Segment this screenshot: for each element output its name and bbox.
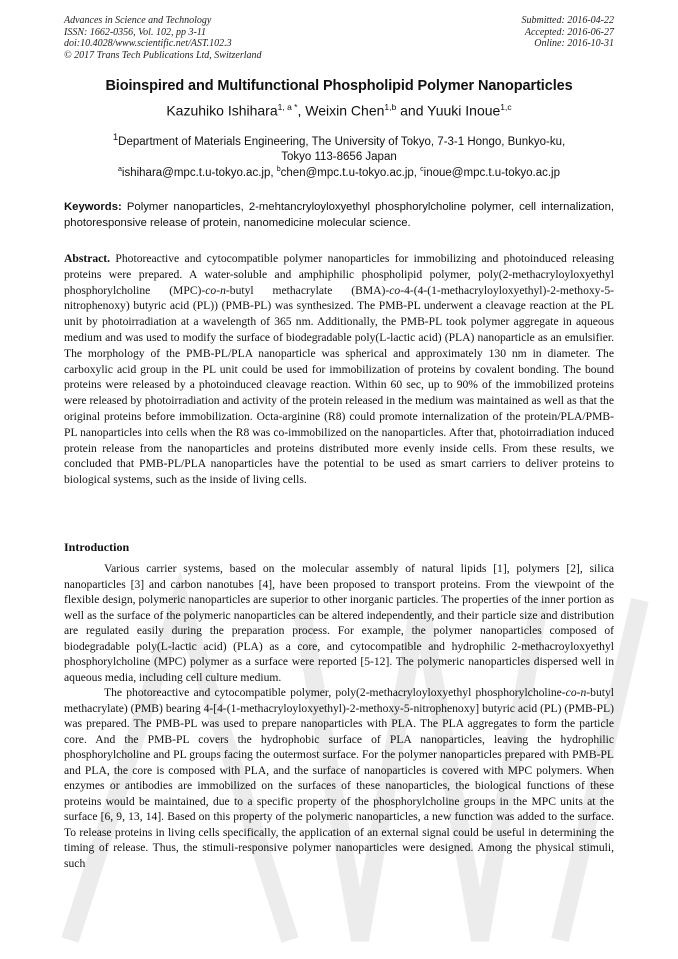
- intro-paragraph: [64, 685, 614, 871]
- affiliation-line: [64, 130, 614, 150]
- author-list: [40, 102, 638, 119]
- abstract-text: -butyl methacrylate (BMA)-: [225, 283, 390, 297]
- abstract-block: [64, 251, 614, 488]
- author-name: Kazuhiko Ishihara: [166, 102, 278, 119]
- paper-title: Bioinspired and Multifunctional Phospholipid Polymer Nanoparticles: [105, 78, 573, 94]
- intro-text: The photoreactive and cytocompatible polymer, poly(2-methacryloyloxyethyl phosphorylcholine-: [104, 686, 566, 699]
- journal-info: [64, 15, 262, 61]
- author-superscript: 1,b: [384, 102, 397, 112]
- abstract-italic: co: [205, 283, 217, 297]
- author-superscript: 1, a *: [277, 102, 298, 112]
- journal-name: Advances in Science and Technology: [64, 15, 212, 26]
- author-superscript: 1,c: [500, 102, 512, 112]
- email-superscript: b: [276, 166, 281, 173]
- section-heading-introduction: Introduction: [64, 540, 130, 554]
- email-link[interactable]: ishihara@mpc.t.u-tokyo.ac.jp: [121, 166, 271, 179]
- email-list: [64, 166, 614, 179]
- online-date: Online: 2016-10-31: [534, 38, 614, 49]
- affiliation: [64, 130, 614, 166]
- email-separator: ,: [413, 166, 421, 179]
- intro-italic: co: [565, 686, 577, 699]
- affiliation-line: Tokyo 113-8656 Japan: [281, 151, 397, 164]
- intro-text: -butyl methacrylate) (PMB) bearing 4-[4-(1-methacryloyloxyethyl)-2-methoxy-5-nitrophenoxy] butyric acid (PL) (PMB-PL) was prepared. The PMB-PL was used to prepare nanoparticles with PLA. The PLA aggregates to form the particle core. And the PMB-PL covers the hydrophobic surface of PLA nanoparticles, leaving the hydrophilic phosphorylcholine and PL groups facing the outermost surface. For the polymer nanoparticles prepared with PMB-PL and PLA, the core is composed with PLA, and the surface of nanoparticles is covered with MPC polymers. When enzymes or antibodies are immobilized on the surfaces of these nanoparticles, the biological functions of these proteins would be maintained, due to a specific property of the phosphorylcholine groups in the MPC units at the surface [6, 9, 13, 14]. Based on this property of the polymeric nanoparticles, a new function was added to the surface. To release proteins in living cells specifically, the application of an external signal could be useful in determining the timing of release. Thus, the stimuli-responsive polymer nanoparticles were designed. Among the physical stimuli, such: [64, 686, 614, 870]
- keywords-block: [64, 200, 614, 231]
- author-separator: ,: [297, 102, 306, 119]
- doi-line[interactable]: doi:10.4028/www.scientific.net/AST.102.3: [64, 38, 232, 49]
- issn-line: ISSN: 1662-0356, Vol. 102, pp 3-11: [64, 26, 207, 38]
- copyright-line: © 2017 Trans Tech Publications Ltd, Switzerland: [64, 49, 262, 61]
- intro-text: -: [576, 686, 581, 699]
- abstract-label: Abstract.: [64, 252, 111, 265]
- email-link[interactable]: chen@mpc.t.u-tokyo.ac.jp: [280, 166, 414, 179]
- affiliation-text: Department of Materials Engineering, The University of Tokyo, 7-3-1 Hongo, Bunkyo-ku,: [118, 135, 566, 148]
- accepted-date: Accepted: 2016-06-27: [524, 26, 614, 38]
- introduction-body: [64, 561, 614, 871]
- email-superscript: a: [117, 166, 122, 173]
- author-name: Weixin Chen: [305, 102, 385, 119]
- email-superscript: c: [420, 166, 424, 173]
- author-name: Yuuki Inoue: [427, 102, 501, 119]
- abstract-text: -: [216, 283, 221, 297]
- intro-paragraph: Various carrier systems, based on the molecular assembly of natural lipids [1], polymers [2], silica nanoparticles [3] and carbon nanotubes [4], have been proposed to transport proteins. From the viewpoint of the flexible design, polymeric nanoparticles are superior to other inorganic particles. The properties of the inner portion as well as the surface of the polymeric nanoparticles can be altered independently, and their particle size and distribution are regulated easily during the preparation process. For example, the polymer nanoparticles composed of biodegradable poly(L-lactic acid) (PLA) as a core, and cytocompatible and hydrophilic 2-methacroyloxyethyl phosphorylcholine (MPC) polymer as a surface were reported [5-12]. The polymeric nanoparticles dispersed well in aqueous media, including cell culture medium.: [64, 562, 614, 684]
- publication-dates: [522, 15, 615, 50]
- author-separator: and: [396, 102, 428, 119]
- keywords-text: Polymer nanoparticles, 2-mehtancryloyloxyethyl phosphorylcholine polymer, cell internalization, photoresponsive release of protein, nanomedicine molecular science.: [64, 201, 614, 229]
- email-separator: ,: [270, 166, 277, 179]
- intro-italic: n: [580, 686, 587, 699]
- abstract-text: Photoreactive and cytocompatible polymer nanoparticles for immobilizing and photoinduced releasing proteins were prepared. A water-soluble and amphiphilic phospholipid polymer, poly(2-methacryloyloxyethyl phosphorylcholine (MPC)-: [64, 252, 614, 297]
- email-link[interactable]: inoue@mpc.t.u-tokyo.ac.jp: [423, 166, 560, 179]
- affiliation-superscript: 1: [112, 132, 119, 143]
- abstract-italic: co: [389, 283, 401, 297]
- abstract-italic: n: [220, 283, 226, 297]
- keywords-label: Keywords:: [64, 201, 122, 213]
- abstract-text: -4-(4-(1-methacryloyloxyethyl)-2-methoxy-5-nitrophenoxy) butyric acid (PL)) (PMB-PL) was synthesized. The PMB-PL underwent a cleavage reaction at the PL unit by photoirradiation at a wavelength of 365 nm. Additionally, the PMB-PL took polymer aggregate in aqueous medium and was used to modify the surface of biodegradable poly(L-lactic acid) (PLA) nanoparticle as an emulsifier. The morphology of the PMB-PL/PLA nanoparticle was spherical and approximately 130 nm in diameter. The carboxylic acid group in the PL unit could be used for immobilization of proteins by covalent bonding. The bound proteins were released by a photoinduced cleavage reaction. Within 60 sec, up to 90% of the immobilized proteins were released by photoirradiation and activity of the protein released in the medium was maintained as well as that the original proteins before immobilization. Octa-arginine (R8) could promote internalization of the protein/PLA/PMB-PL nanoparticles into cells when the R8 was co-immobilized on the nanoparticles. After that, photoirradiation induced protein release from the nanoparticles and proteins distributed more evenly inside cells. From these results, we concluded that PMB-PL/PLA nanoparticles have the potential to be used as smart carriers to deliver proteins to biological systems, such as the inside of living cells.: [64, 283, 614, 487]
- submitted-date: Submitted: 2016-04-22: [521, 15, 614, 26]
